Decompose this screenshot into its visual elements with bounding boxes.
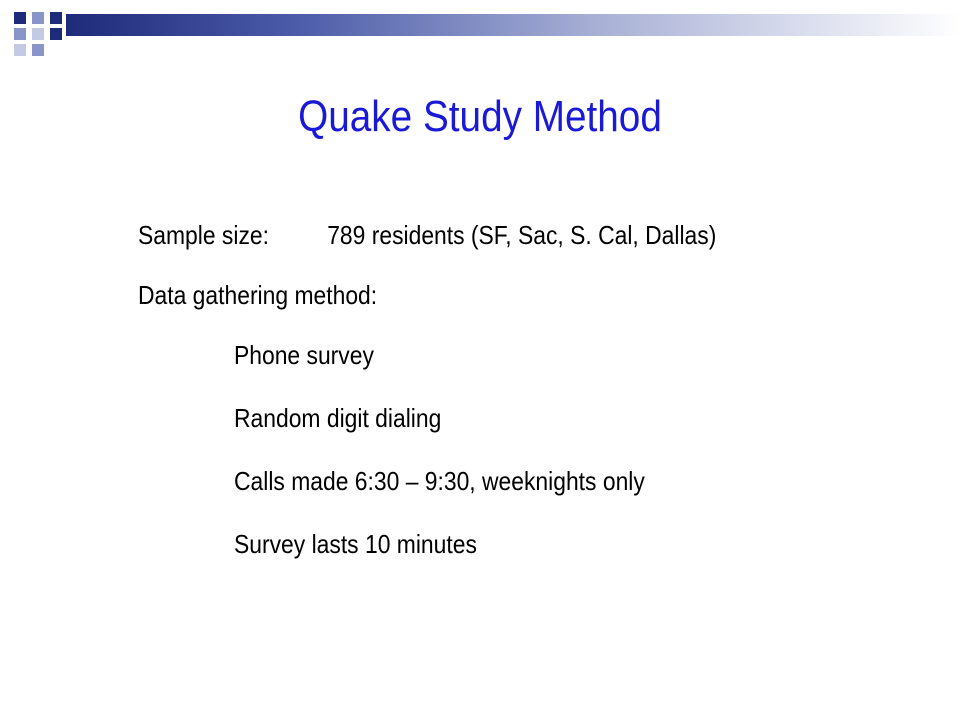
sample-size-label: Sample size: xyxy=(138,220,269,250)
decor-square xyxy=(14,12,26,24)
method-item: Calls made 6:30 – 9:30, weeknights only xyxy=(234,466,645,496)
slide-title: Quake Study Method xyxy=(298,92,662,141)
decor-square xyxy=(14,44,26,56)
method-item: Survey lasts 10 minutes xyxy=(234,529,477,559)
method-item: Phone survey xyxy=(234,340,374,370)
sample-size-value: 789 residents (SF, Sac, S. Cal, Dallas) xyxy=(327,220,717,250)
decor-square xyxy=(14,28,26,40)
method-item: Random digit dialing xyxy=(234,403,442,433)
decor-square xyxy=(32,44,44,56)
decor-square xyxy=(50,12,62,24)
method-label: Data gathering method: xyxy=(138,280,378,310)
sample-size-row xyxy=(138,220,717,251)
decor-square xyxy=(32,28,44,40)
decor-square xyxy=(32,12,44,24)
header-gradient-bar xyxy=(66,14,960,36)
decor-square xyxy=(50,28,62,40)
